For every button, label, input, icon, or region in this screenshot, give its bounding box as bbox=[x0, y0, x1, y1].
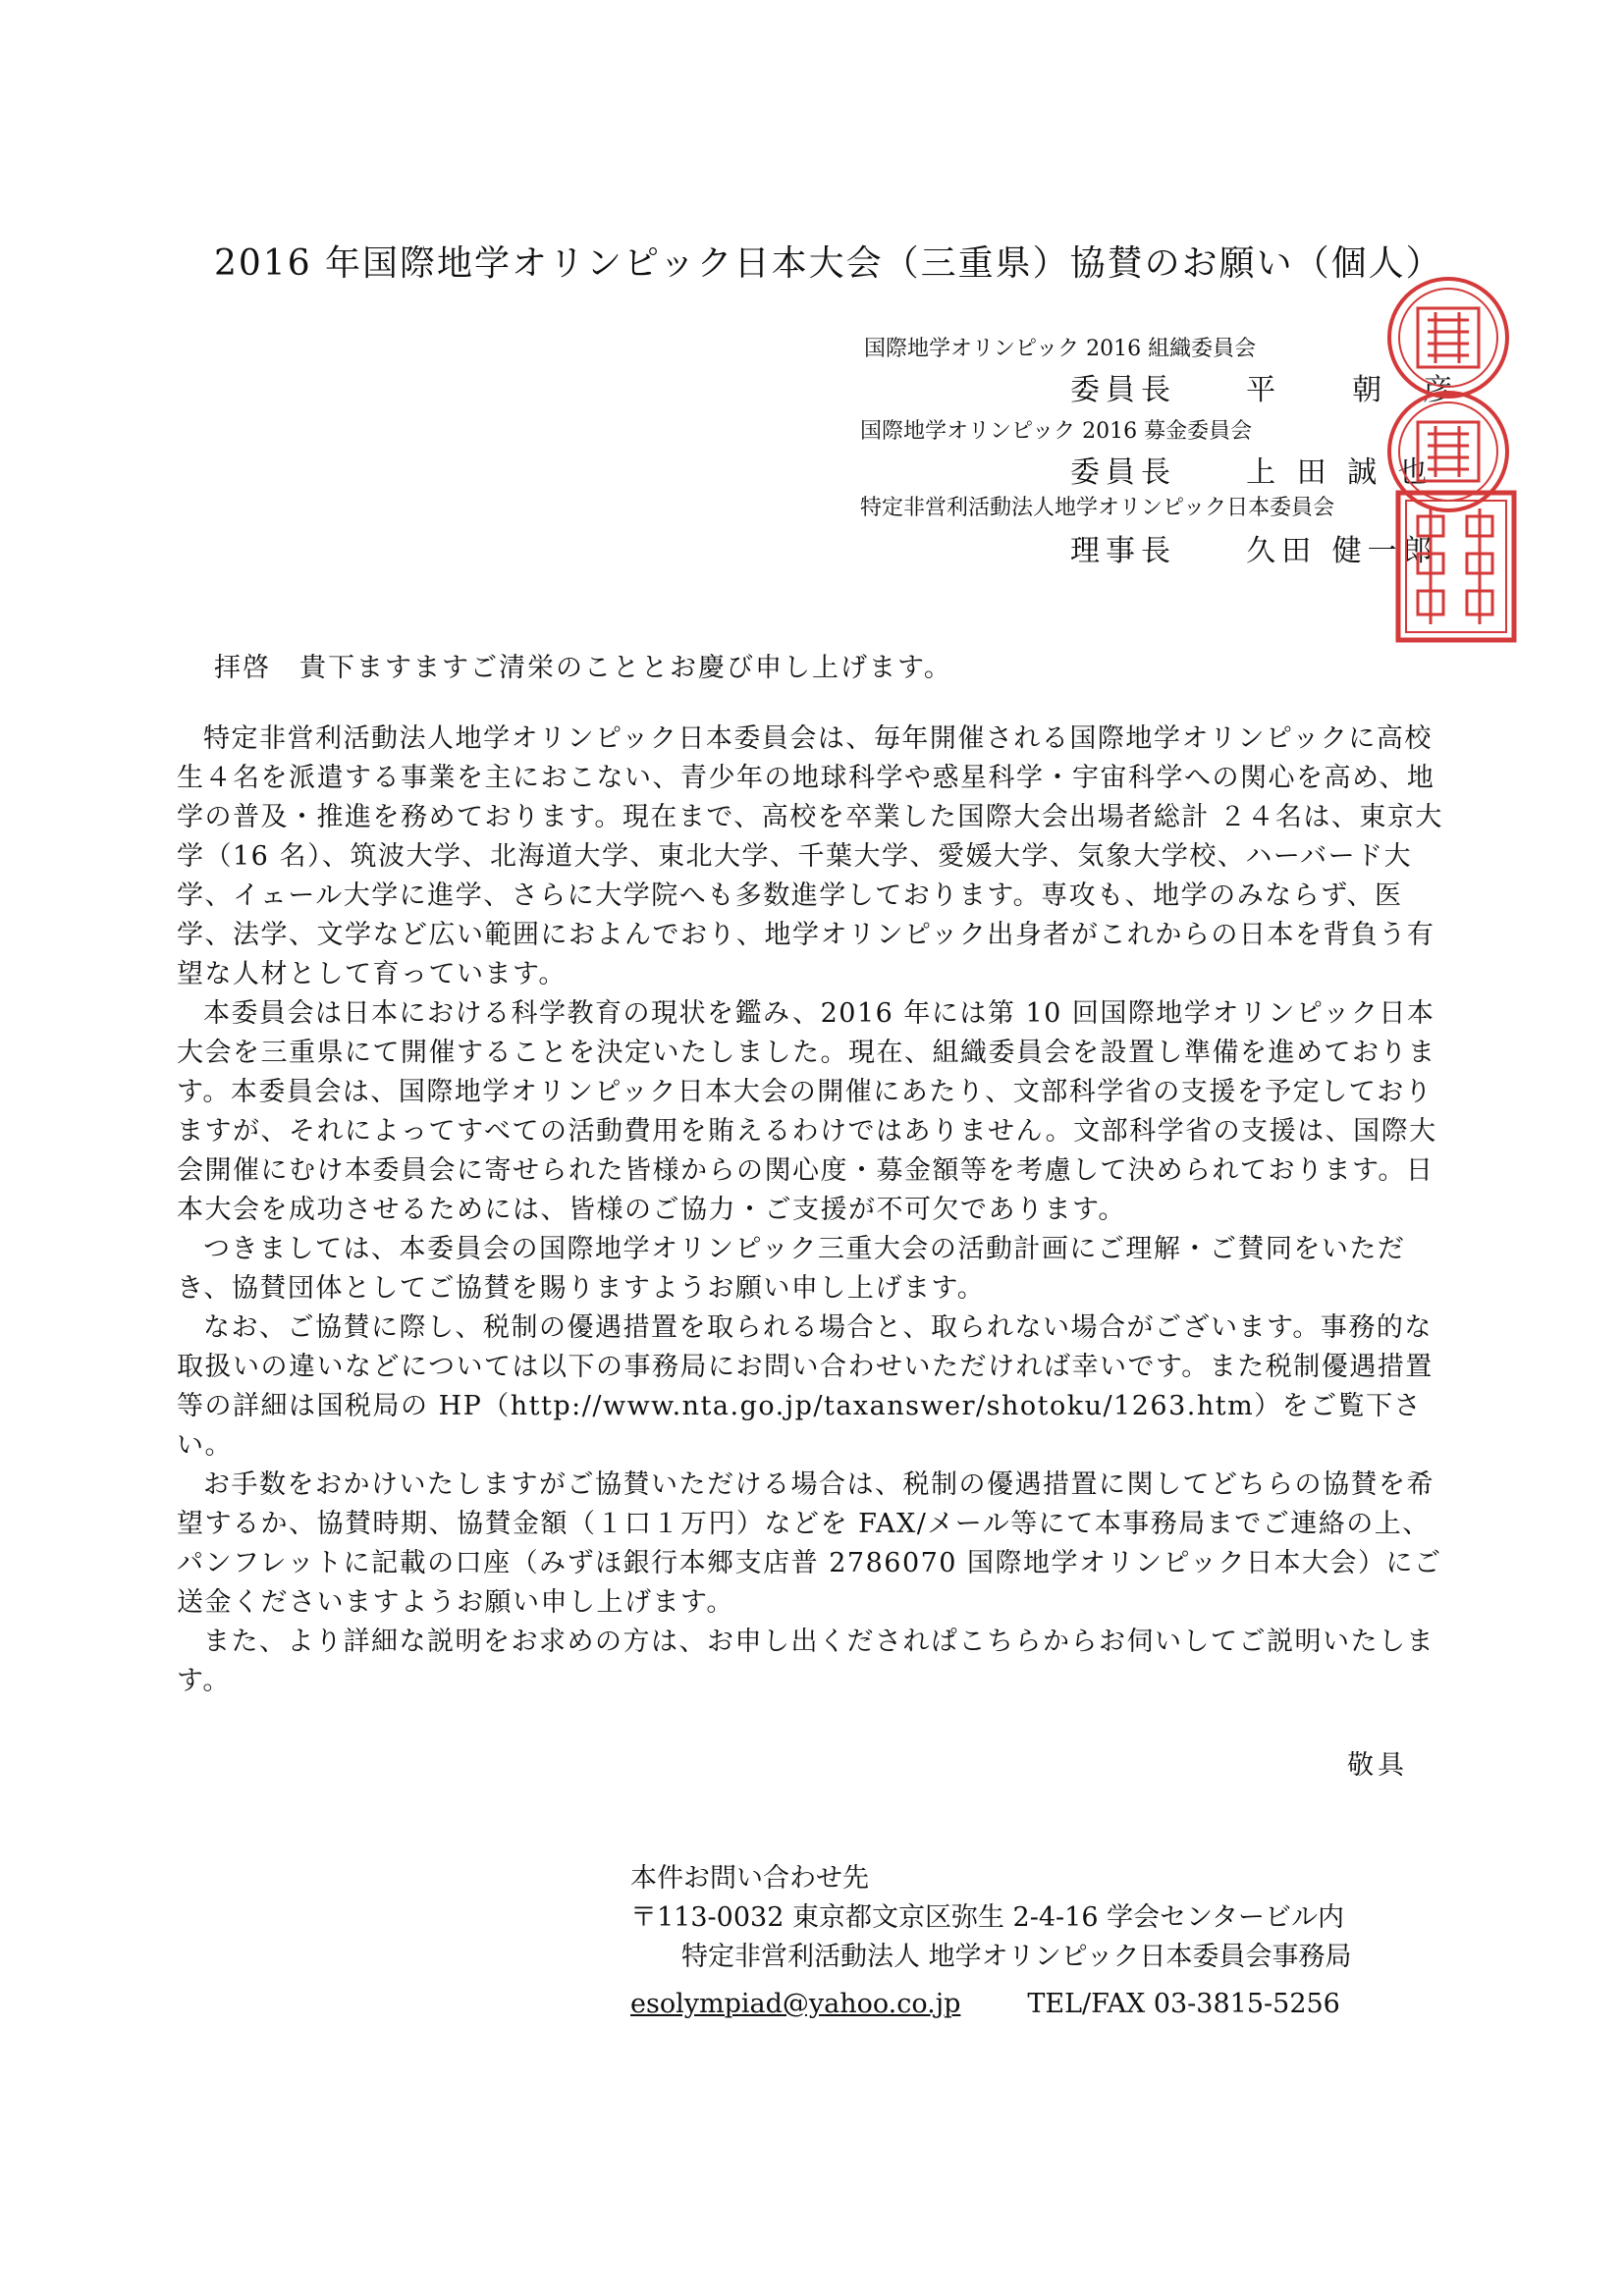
greeting: 拝啓 貴下ますますご清栄のこととお慶び申し上げます。 bbox=[214, 653, 952, 683]
seal-round-1 bbox=[1389, 279, 1507, 397]
closing: 敬具 bbox=[1347, 1750, 1408, 1781]
contact-org: 特定非営利活動法人 地学オリンピック日本委員会事務局 bbox=[681, 1942, 1352, 1972]
contact-block bbox=[630, 1859, 1352, 2024]
contact-email-link[interactable]: esolympiad@yahoo.co.jp bbox=[630, 1989, 961, 2019]
contact-heading: 本件お問い合わせ先 bbox=[630, 1863, 869, 1894]
signatory-org-3: 特定非営利活動法人地学オリンピック日本委員会 bbox=[860, 496, 1335, 520]
paragraph: また、より詳細な説明をお求めの方は、お申し出くだされぱこちらからお伺いしてご説明いたします。 bbox=[177, 1627, 1435, 1696]
signatory-role-1: 委員長 bbox=[1070, 373, 1176, 407]
paragraph: つきましては、本委員会の国際地学オリンピック三重大会の活動計画にご理解・ご賛同をいただき、協賛団体としてご協賛を賜りますようお願い申し上げます。 bbox=[177, 1234, 1406, 1304]
signatory-name-1: 平 朝 彦 bbox=[1246, 373, 1459, 407]
contact-tel: TEL/FAX 03-3815-5256 bbox=[1027, 1989, 1340, 2019]
signatory-org-2: 国際地学オリンピック 2016 募金委員会 bbox=[860, 419, 1253, 444]
contact-address: 〒113-0032 東京都文京区弥生 2-4-16 学会センタービル内 bbox=[630, 1902, 1344, 1933]
paragraph: 特定非営利活動法人地学オリンピック日本委員会は、毎年開催される国際地学オリンピックに高校生４名を派遣する事業を主におこない、青少年の地球科学や惑星科学・宇宙科学への関心を高め、地学の普及・推進を務めております。現在まで、高校を卒業した国際大会出場者総計 ２４名は、東京大学（16 名）、筑波大学、北海道大学、東北大学、千葉大学、愛媛大学、気象大学校、ハーバード大学、イェール大学に進学、さらに大学院へも多数進学しております。専攻も、地学のみならず、医学、法学、文学など広い範囲におよんでおり、地学オリンピック出身者がこれからの日本を背負う有望な人材として育っています。 bbox=[177, 723, 1443, 989]
signatory-role-2: 委員長 bbox=[1070, 455, 1176, 490]
seal-square bbox=[1398, 493, 1514, 640]
page-title: 2016 年国際地学オリンピック日本大会（三重県）協賛のお願い（個人） bbox=[214, 243, 1443, 284]
letter-body bbox=[177, 720, 1443, 1701]
signatory-role-3: 理事長 bbox=[1070, 534, 1176, 568]
paragraph: お手数をおかけいたしますがご協賛いただける場合は、税制の優遇措置に関してどちらの協賛を希望するか、協賛時期、協賛金額（１口１万円）などを FAX/メール等にて本事務局までご連絡の上、パンフレットに記載の口座（みずほ銀行本郷支店普 2786070 国際地学オリンピック日本大会）にご送金くださいますようお願い申し上げます。 bbox=[177, 1469, 1442, 1618]
paragraph: なお、ご協賛に際し、税制の優遇措置を取られる場合と、取られない場合がございます。事務的な取扱いの違いなどについては以下の事務局にお問い合わせいただければ幸いです。また税制優遇措置等の詳細は国税局の HP（http://www.nta.go.jp/taxanswer/shotoku/1263.htm）をご覧下さい。 bbox=[177, 1312, 1434, 1461]
official-seals bbox=[1361, 277, 1536, 669]
signatory-org-1: 国際地学オリンピック 2016 組織委員会 bbox=[864, 337, 1257, 361]
signatory-name-2: 上 田 誠 也 bbox=[1246, 455, 1434, 490]
paragraph: 本委員会は日本における科学教育の現状を鑑み、2016 年には第 10 回国際地学オリンピック日本大会を三重県にて開催することを決定いたしました。現在、組織委員会を設置し準備を進めております。本委員会は、国際地学オリンピック日本大会の開催にあたり、文部科学省の支援を予定しておりますが、それによってすべての活動費用を賄えるわけではありません。文部科学省の支援は、国際大会開催にむけ本委員会に寄せられた皆様からの関心度・募金額等を考慮して決められております。日本大会を成功させるためには、皆様のご協力・ご支援が不可欠であります。 bbox=[177, 998, 1437, 1225]
contact-email-row bbox=[630, 1985, 1352, 2024]
signatory-name-3: 久田 健一郎 bbox=[1246, 534, 1438, 568]
